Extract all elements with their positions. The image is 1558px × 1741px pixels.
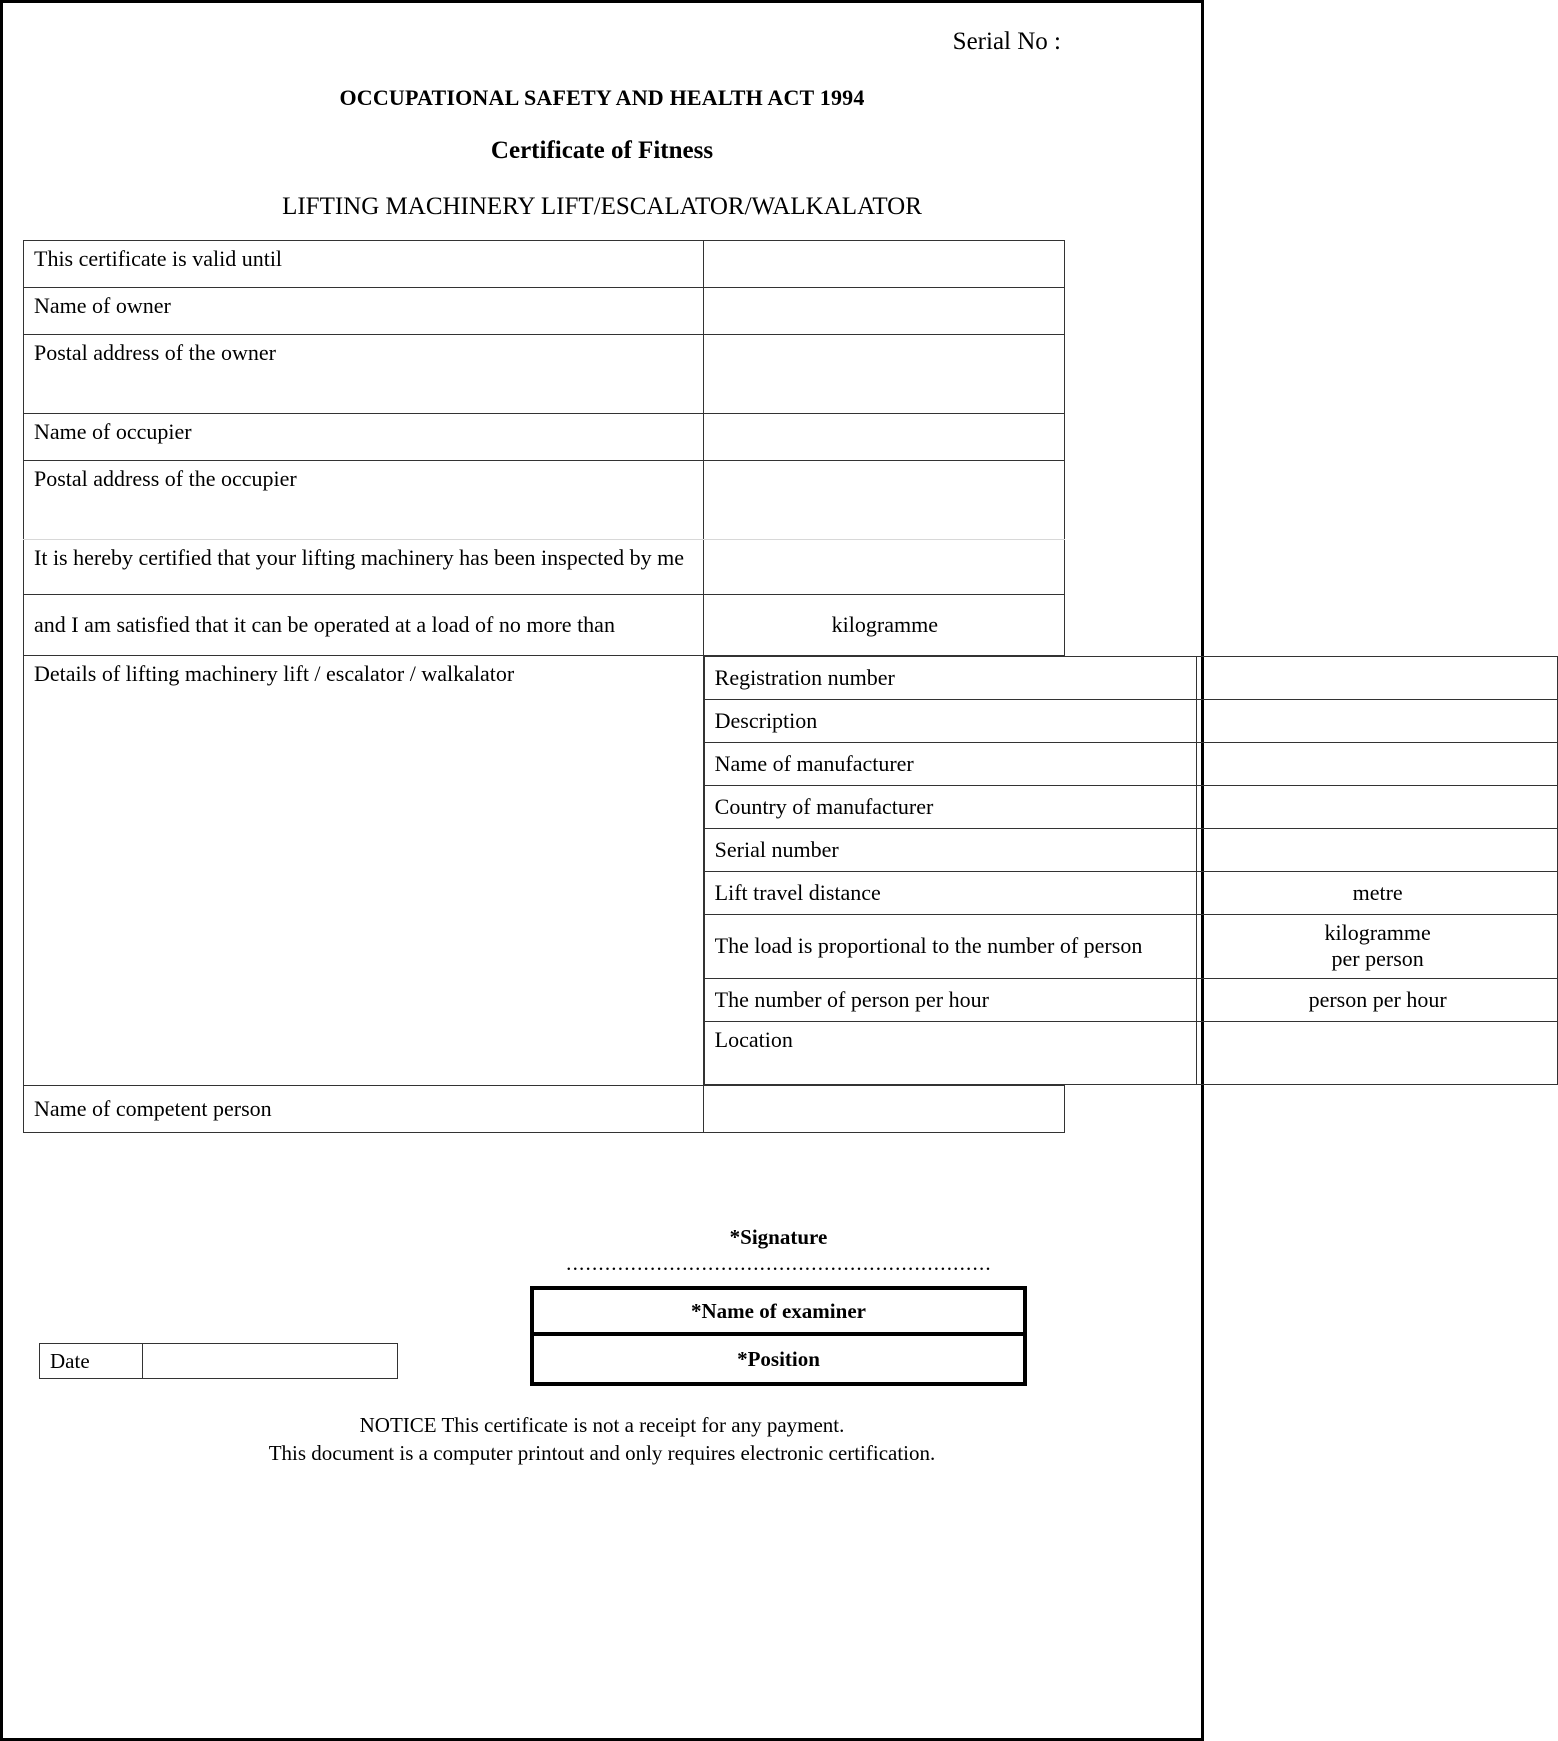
row-label-competent-person: Name of competent person: [24, 1085, 704, 1132]
row-unit-max-load: kilogramme: [703, 595, 1064, 656]
details-row: [704, 743, 1557, 786]
notice-line-1: NOTICE This certificate is not a receipt for any payment.: [359, 1413, 845, 1437]
details-row: [704, 700, 1557, 743]
certificate-details-table: [23, 240, 1447, 1133]
row-value-owner-name[interactable]: [703, 288, 1064, 335]
details-row-label: Serial number: [704, 829, 1196, 872]
details-row: [704, 829, 1557, 872]
table-row: [24, 335, 1065, 414]
details-row: [704, 657, 1557, 700]
details-row-label: Country of manufacturer: [704, 786, 1196, 829]
details-row-value[interactable]: [1196, 1021, 1557, 1084]
details-row-label: The load is proportional to the number of person: [704, 915, 1196, 979]
table-row: [24, 241, 1065, 288]
table-row: [24, 414, 1065, 461]
serial-no-label: Serial No :: [952, 28, 1061, 55]
details-row: [704, 978, 1557, 1021]
row-label-valid-until: This certificate is valid until: [24, 241, 704, 288]
certificate-title: Certificate of Fitness: [490, 137, 714, 164]
details-unit-line-2: per person: [1331, 946, 1424, 972]
details-unit-line-1: kilogramme: [1324, 920, 1431, 945]
signature-dotted-line: ..................................................................: [566, 1251, 992, 1275]
details-row-unit: person per hour: [1196, 978, 1557, 1021]
row-label-max-load: and I am satisfied that it can be operated at a load of no more than: [24, 595, 704, 656]
row-value-owner-address[interactable]: [703, 335, 1064, 414]
notice-text: [3, 1412, 1201, 1467]
details-row-value[interactable]: [1196, 829, 1557, 872]
details-sub-table: [704, 656, 1558, 1085]
row-label-owner-address: Postal address of the owner: [24, 335, 704, 414]
row-value-competent-person[interactable]: [703, 1085, 1064, 1132]
row-value-occupier-address[interactable]: [703, 461, 1064, 540]
details-row-value[interactable]: [1196, 700, 1557, 743]
signature-label: *Signature: [729, 1225, 828, 1249]
table-row: [24, 461, 1065, 540]
details-row-label: Name of manufacturer: [704, 743, 1196, 786]
table-row: [24, 1085, 1065, 1132]
details-row-unit: [1196, 915, 1557, 979]
details-group-row: [24, 656, 1065, 1086]
row-label-occupier-address: Postal address of the occupier: [24, 461, 704, 540]
date-value[interactable]: [143, 1344, 397, 1378]
row-value-occupier-name[interactable]: [703, 414, 1064, 461]
details-row-label: Description: [704, 700, 1196, 743]
row-label-inspected-by-me: It is hereby certified that your lifting machinery has been inspected by me: [24, 540, 704, 595]
details-row-label: Location: [704, 1021, 1196, 1084]
details-row-value[interactable]: [1196, 743, 1557, 786]
table-row: [24, 595, 1065, 656]
details-row-label: The number of person per hour: [704, 978, 1196, 1021]
details-row-value[interactable]: [1196, 786, 1557, 829]
row-label-occupier-name: Name of occupier: [24, 414, 704, 461]
act-title: OCCUPATIONAL SAFETY AND HEALTH ACT 1994: [339, 85, 865, 110]
notice-line-2: This document is a computer printout and only requires electronic certification.: [268, 1440, 936, 1465]
examiner-name-box[interactable]: *Name of examiner: [530, 1286, 1027, 1336]
details-subtable-cell: [703, 656, 1447, 1086]
examiner-position-box[interactable]: *Position: [530, 1336, 1027, 1386]
machinery-type-title: LIFTING MACHINERY LIFT/ESCALATOR/WALKALATOR: [282, 193, 922, 220]
row-value-inspected-by-me[interactable]: [703, 540, 1064, 595]
date-box: [39, 1343, 398, 1379]
row-value-valid-until[interactable]: [703, 241, 1064, 288]
row-label-owner-name: Name of owner: [24, 288, 704, 335]
details-row: [704, 872, 1557, 915]
table-row: [24, 288, 1065, 335]
details-row: [704, 786, 1557, 829]
details-row-unit: metre: [1196, 872, 1557, 915]
details-group-label: Details of lifting machinery lift / escalator / walkalator: [24, 656, 704, 1086]
details-row-label: Registration number: [704, 657, 1196, 700]
date-label: Date: [40, 1344, 143, 1378]
details-row-label: Lift travel distance: [704, 872, 1196, 915]
table-row: [24, 540, 1065, 595]
details-row: [704, 1021, 1557, 1084]
details-row: [704, 915, 1557, 979]
details-row-value[interactable]: [1196, 657, 1557, 700]
